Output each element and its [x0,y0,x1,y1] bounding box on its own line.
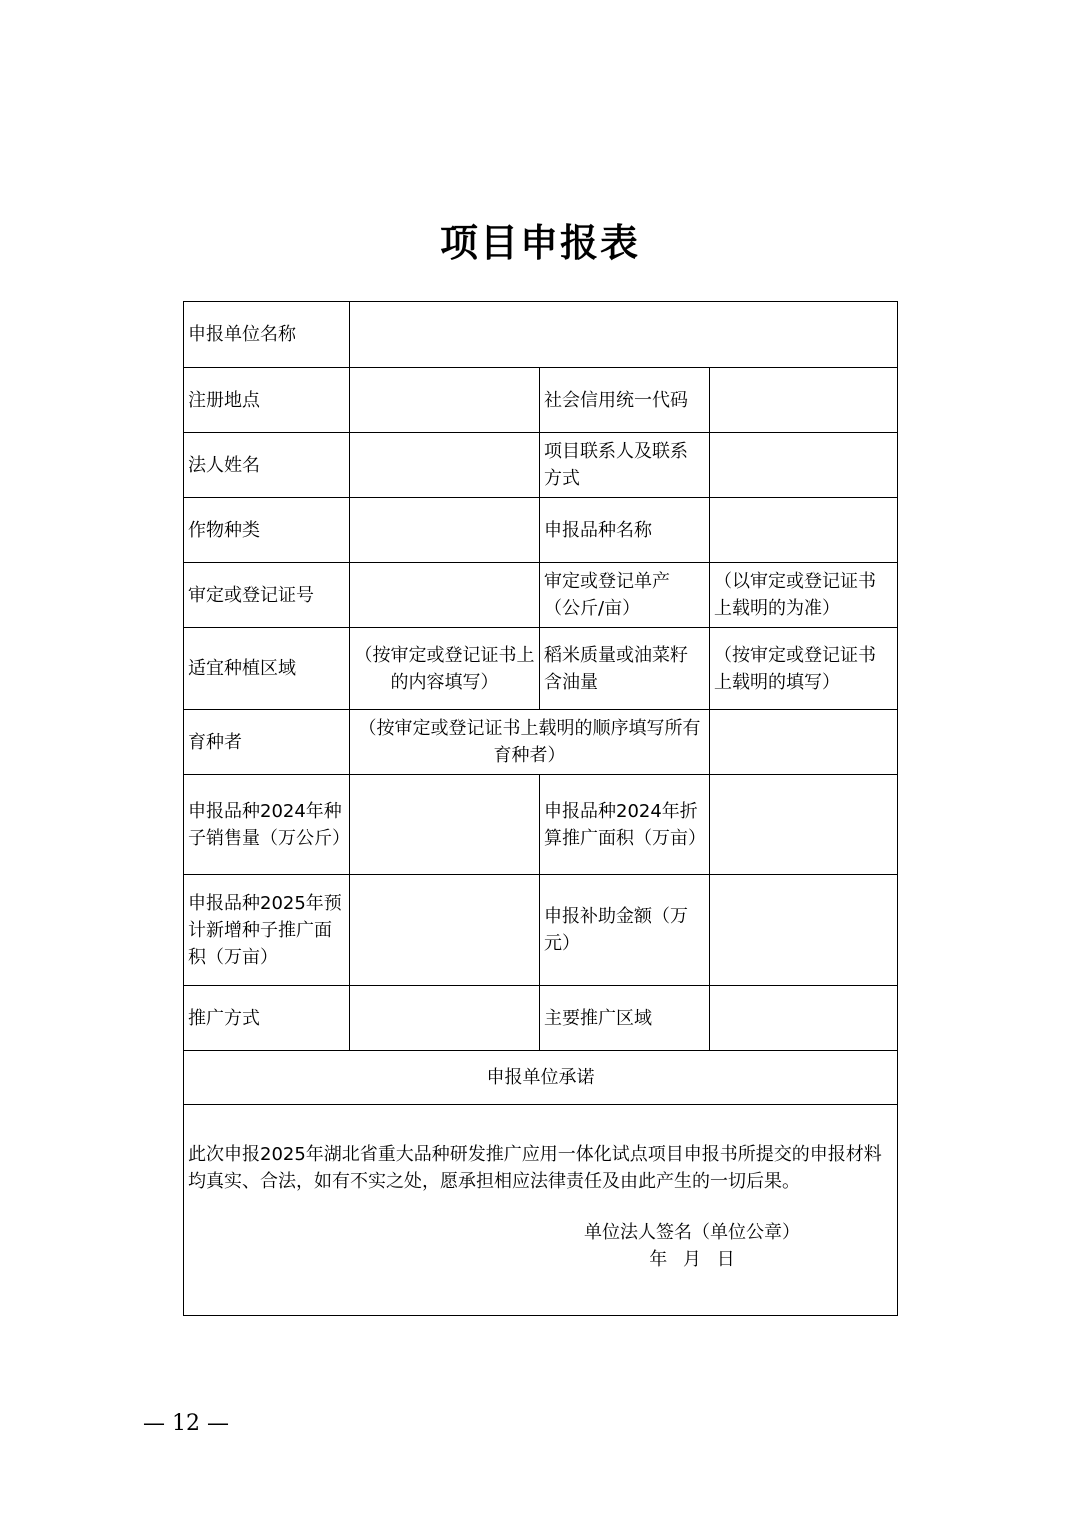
promo-region-label: 主要推广区域 [540,986,710,1051]
form-title: 项目申报表 [439,220,640,265]
crop-type-label: 作物种类 [184,498,350,563]
row-pledge-body [184,1105,898,1316]
row-promotion [184,986,898,1051]
region-hint[interactable]: （按审定或登记证书上的内容填写） [350,628,540,710]
row-breeder [184,710,898,775]
contact-label: 项目联系人及联系方式 [540,433,710,498]
subsidy-label: 申报补助金额（万元） [540,875,710,986]
breeder-extra-value[interactable] [710,710,898,775]
region-label: 适宜种植区域 [184,628,350,710]
signature-line: 单位法人签名（单位公章） [584,1222,800,1243]
row-2024-stats [184,775,898,875]
pledge-body [184,1105,898,1316]
date-line: 年 月 日 [649,1249,735,1270]
promo-method-value[interactable] [350,986,540,1051]
area-2025-label: 申报品种2025年预计新增种子推广面积（万亩） [184,875,350,986]
variety-name-label: 申报品种名称 [540,498,710,563]
variety-name-value[interactable] [710,498,898,563]
crop-type-value[interactable] [350,498,540,563]
row-2025-stats [184,875,898,986]
pledge-heading: 申报单位承诺 [184,1051,898,1105]
yield-label: 审定或登记单产（公斤/亩） [540,563,710,628]
subsidy-value[interactable] [710,875,898,986]
cert-no-value[interactable] [350,563,540,628]
row-legal-person [184,433,898,498]
pledge-text: 此次申报2025年湖北省重大品种研发推广应用一体化试点项目申报书所提交的申报材料均真实、合法，如有不实之处，愿承担相应法律责任及由此产生的一切后果。 [188,1144,882,1192]
quality-label: 稻米质量或油菜籽含油量 [540,628,710,710]
cert-no-label: 审定或登记证号 [184,563,350,628]
application-form-table [183,301,898,1316]
row-unit-name [184,302,898,368]
promo-region-value[interactable] [710,986,898,1051]
contact-value[interactable] [710,433,898,498]
unit-name-label: 申报单位名称 [184,302,350,368]
sales-2024-value[interactable] [350,775,540,875]
sales-2024-label: 申报品种2024年种子销售量（万公斤） [184,775,350,875]
quality-hint[interactable]: （按审定或登记证书上载明的填写） [710,628,898,710]
promo-method-label: 推广方式 [184,986,350,1051]
breeder-hint[interactable]: （按审定或登记证书上载明的顺序填写所有育种者） [350,710,710,775]
credit-code-value[interactable] [710,368,898,433]
page-number: — 12 — [143,1411,229,1436]
unit-name-value[interactable] [350,302,898,368]
row-pledge-heading [184,1051,898,1105]
reg-address-label: 注册地点 [184,368,350,433]
yield-hint[interactable]: （以审定或登记证书上载明的为准） [710,563,898,628]
row-crop [184,498,898,563]
area-2024-value[interactable] [710,775,898,875]
area-2024-label: 申报品种2024年折算推广面积（万亩） [540,775,710,875]
row-region [184,628,898,710]
legal-person-label: 法人姓名 [184,433,350,498]
credit-code-label: 社会信用统一代码 [540,368,710,433]
legal-person-value[interactable] [350,433,540,498]
reg-address-value[interactable] [350,368,540,433]
row-certificate [184,563,898,628]
area-2025-value[interactable] [350,875,540,986]
breeder-label: 育种者 [184,710,350,775]
row-registration [184,368,898,433]
